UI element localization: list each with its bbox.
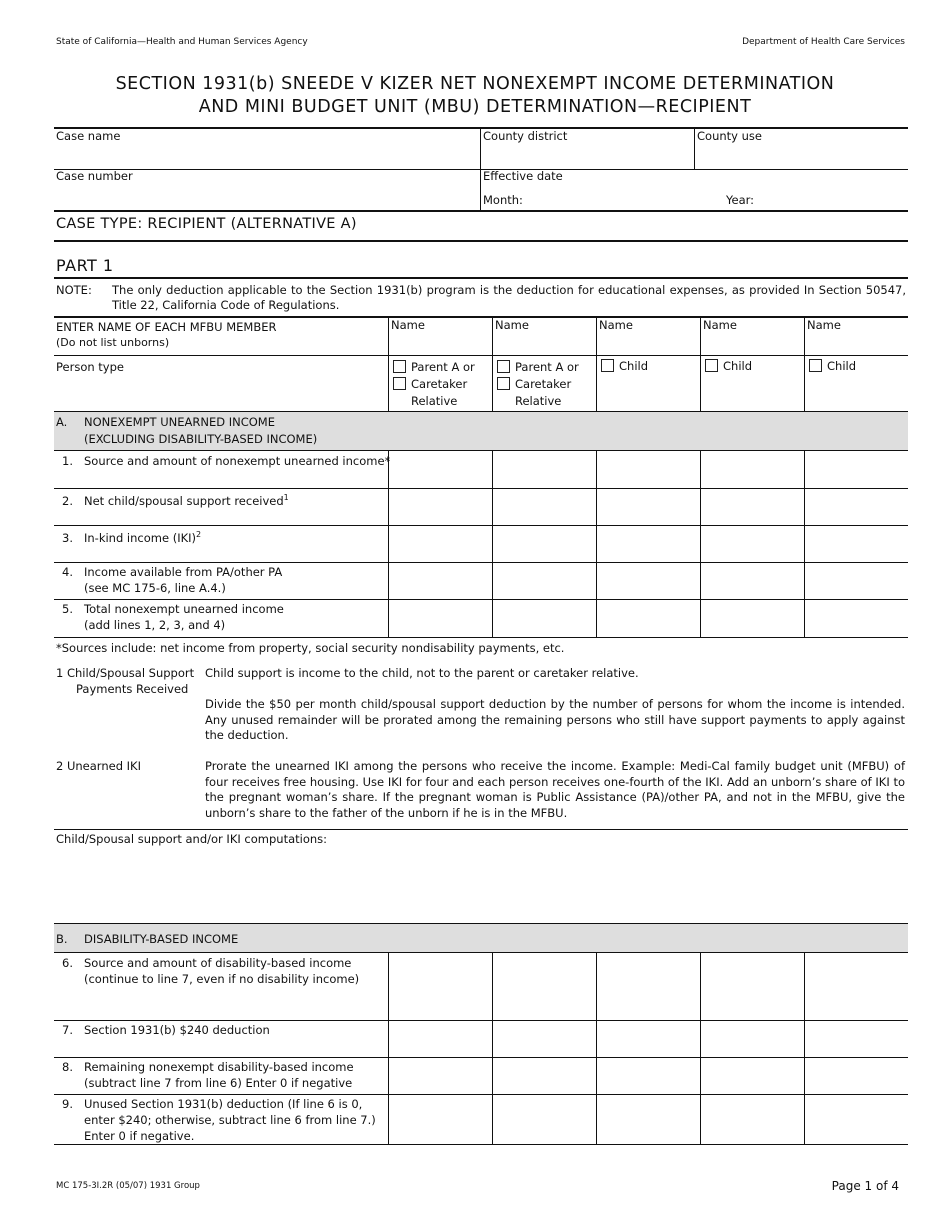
member-name-field-4[interactable] [703, 333, 801, 353]
rule [54, 599, 908, 600]
member-name-field-5[interactable] [807, 333, 905, 353]
rule [54, 525, 908, 526]
divider [492, 952, 493, 1144]
rule [54, 1144, 908, 1145]
county-district-field[interactable] [483, 145, 691, 167]
child-checkbox[interactable] [809, 359, 822, 372]
footnote-2-text: Prorate the unearned IKI among the persons who receive the income. Example: Medi-Cal family budget unit (MFBU) of four receives free housing. Use IKI for four and each person receives one-fourth of the IKI. Add an unborn’s share of IKI to the pregnant woman’s share. If the pregnant woman is Public Assistance (PA)/other PA, and not in the MFBU, give the unborn’s share to the father of the unborn if he is in the MFBU. [205, 759, 905, 820]
divider [804, 952, 805, 1144]
form-title-line1: SECTION 1931(b) SNEEDE V KIZER NET NONEXEMPT INCOME DETERMINATION [115, 74, 835, 94]
person-type-col3: Child [601, 358, 648, 375]
county-district-label: County district [483, 129, 568, 143]
rule [54, 562, 908, 563]
rule [54, 355, 908, 356]
divider [492, 450, 493, 637]
form-id: MC 175-3I.2R (05/07) 1931 Group [56, 1181, 200, 1191]
child-checkbox[interactable] [705, 359, 718, 372]
footnote-2-label: 2 Unearned IKI [56, 759, 141, 773]
line-6: 6. Source and amount of disability-based income (continue to line 7, even if no disability income) [62, 956, 360, 986]
line-2: 2. Net child/spousal support received$^1$ [62, 493, 289, 508]
name-label: Name [391, 318, 425, 332]
case-type: CASE TYPE: RECIPIENT (ALTERNATIVE A) [56, 216, 357, 232]
member-name-field-1[interactable] [391, 333, 489, 353]
parent-checkbox[interactable] [497, 360, 510, 373]
line-9: 9. Unused Section 1931(b) deduction (If line 6 is 0, enter $240; otherwise, subtract line 6 from line 7.) Enter 0 if negative. [62, 1097, 376, 1143]
divider [596, 952, 597, 1144]
rule [54, 210, 908, 212]
divider [596, 450, 597, 637]
rule [54, 952, 908, 953]
name-label: Name [495, 318, 529, 332]
agency-name: State of California—Health and Human Services Agency [56, 37, 308, 47]
caretaker-checkbox[interactable] [497, 377, 510, 390]
year-field[interactable] [760, 190, 905, 208]
computations-label: Child/Spousal support and/or IKI computations: [56, 832, 328, 846]
note-text: The only deduction applicable to the Section 1931(b) program is the deduction for educational expenses, as provided In Section 50547, Title 22, California Code of Regulations. [112, 283, 906, 312]
name-label: Name [807, 318, 841, 332]
effective-date-label: Effective date [483, 169, 563, 183]
rule [54, 637, 908, 638]
footnote-1-label-cont: Payments Received [76, 682, 189, 696]
line-3: 3. In-kind income (IKI)$^2$ [62, 530, 202, 545]
divider [388, 450, 389, 637]
footnote-1-text: Child support is income to the child, not to the parent or caretaker relative. [205, 666, 639, 680]
person-type-col2: Parent A or Caretaker Relative [497, 359, 579, 410]
rule [54, 240, 908, 242]
member-name-field-2[interactable] [495, 333, 593, 353]
month-label: Month: [483, 193, 523, 207]
note-label: NOTE: [56, 283, 92, 297]
line-4: 4. Income available from PA/other PA (see MC 175-6, line A.4.) [62, 565, 283, 595]
form-title-line2: AND MINI BUDGET UNIT (MBU) DETERMINATION—RECIPIENT [198, 97, 752, 117]
section-b-letter: B. [56, 932, 68, 946]
sources-note: *Sources include: net income from property, social security nondisability payments, etc. [56, 641, 565, 655]
rule [54, 316, 908, 318]
page-number: Page 1 of 4 [831, 1179, 899, 1193]
county-use-field[interactable] [697, 145, 905, 167]
line-5: 5. Total nonexempt unearned income (add lines 1, 2, 3, and 4) [62, 602, 284, 632]
county-use-label: County use [697, 129, 762, 143]
case-name-label: Case name [56, 129, 121, 143]
rule [54, 1094, 908, 1095]
year-label: Year: [726, 193, 755, 207]
rule [54, 1020, 908, 1021]
rule [54, 450, 908, 451]
name-label: Name [599, 318, 633, 332]
section-b-title: DISABILITY-BASED INCOME [84, 932, 239, 946]
divider [388, 952, 389, 1144]
rule [54, 277, 908, 279]
members-label: ENTER NAME OF EACH MFBU MEMBER [56, 320, 277, 334]
person-type-col1: Parent A or Caretaker Relative [393, 359, 475, 410]
rule [54, 1057, 908, 1058]
rule [54, 169, 908, 170]
member-name-field-3[interactable] [599, 333, 697, 353]
divider [694, 128, 695, 169]
section-a-title: NONEXEMPT UNEARNED INCOME [84, 415, 275, 429]
footnote-1-label: 1 Child/Spousal Support [56, 666, 195, 680]
case-number-label: Case number [56, 169, 133, 183]
child-checkbox[interactable] [601, 359, 614, 372]
section-a-subtitle: (EXCLUDING DISABILITY-BASED INCOME) [84, 432, 318, 446]
rule [54, 829, 908, 830]
name-label: Name [703, 318, 737, 332]
caretaker-checkbox[interactable] [393, 377, 406, 390]
divider [492, 317, 493, 411]
divider [804, 450, 805, 637]
case-name-field[interactable] [56, 145, 476, 167]
case-number-field[interactable] [56, 185, 476, 207]
divider [700, 450, 701, 637]
month-field[interactable] [525, 190, 715, 208]
rule [54, 127, 908, 129]
rule [54, 488, 908, 489]
footnote-1-detail: Divide the $50 per month child/spousal support deduction by the number of persons for whom the income is intended. Any unused remainder will be prorated among the remaining persons who still have support payments to apply against the deduction. [205, 697, 905, 742]
section-a-letter: A. [56, 415, 68, 429]
person-type-col5: Child [809, 358, 856, 375]
parent-checkbox[interactable] [393, 360, 406, 373]
divider [700, 952, 701, 1144]
members-sublabel: (Do not list unborns) [56, 336, 170, 349]
person-type-col4: Child [705, 358, 752, 375]
line-8: 8. Remaining nonexempt disability-based income (subtract line 7 from line 6) Enter 0 if negative [62, 1060, 354, 1090]
computations-field[interactable] [56, 848, 906, 920]
divider [596, 317, 597, 411]
divider [388, 317, 389, 411]
divider [804, 317, 805, 411]
person-type-label: Person type [56, 360, 124, 374]
divider [700, 317, 701, 411]
line-1: 1. Source and amount of nonexempt unearned income* [62, 454, 391, 468]
line-7: 7. Section 1931(b) $240 deduction [62, 1023, 270, 1037]
department-name: Department of Health Care Services [742, 37, 905, 47]
part1-title: PART 1 [56, 256, 114, 275]
